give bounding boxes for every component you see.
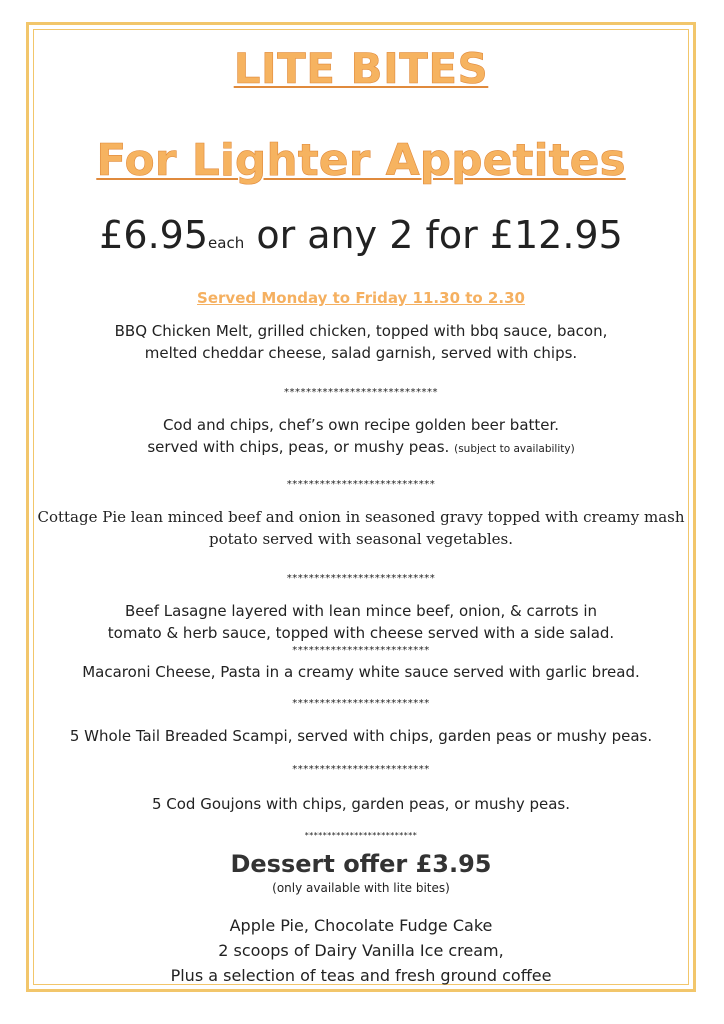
price-each: each — [208, 234, 245, 252]
dessert-note: (only available with lite bites) — [272, 881, 450, 895]
menu-item-line: Cottage Pie lean minced beef and onion in seasoned gravy topped with creamy mash — [37, 508, 685, 526]
price-line — [36, 210, 686, 268]
menu-item-line: Beef Lasagne layered with lean mince beef, onion, & carrots in — [124, 602, 597, 620]
separator: ************************* — [292, 698, 430, 709]
menu-item-text: served with chips, peas, or mushy peas. — [147, 438, 450, 456]
separator: ************************* — [292, 645, 430, 656]
menu-item-line: BBQ Chicken Melt, grilled chicken, topped with bbq sauce, bacon, — [114, 322, 608, 340]
menu-item-cottage-pie — [36, 506, 686, 550]
availability-note: (subject to availability) — [454, 443, 575, 455]
menu-item-line: potato served with seasonal vegetables. — [209, 530, 513, 548]
menu-item-line: tomato & herb sauce, topped with cheese served with a side salad. — [107, 624, 615, 642]
dessert-item: Apple Pie, Chocolate Fudge Cake — [229, 916, 493, 935]
menu-title: LITE BITES — [233, 44, 489, 93]
menu-item-lasagne — [36, 600, 686, 644]
separator: **************************** — [284, 387, 438, 398]
menu-item-macaroni: Macaroni Cheese, Pasta in a creamy white sauce served with garlic bread. — [82, 663, 640, 681]
menu-item-line — [36, 436, 686, 460]
dessert-item: Plus a selection of teas and fresh ground coffee — [170, 966, 552, 985]
menu-item-goujons: 5 Cod Goujons with chips, garden peas, or mushy peas. — [151, 795, 571, 813]
menu-item-scampi: 5 Whole Tail Breaded Scampi, served with chips, garden peas or mushy peas. — [69, 727, 653, 745]
menu-item-line: Cod and chips, chef’s own recipe golden beer batter. — [162, 416, 560, 434]
price-rest: or any 2 for £12.95 — [244, 213, 623, 257]
separator: *************************** — [286, 573, 436, 584]
dessert-title: Dessert offer £3.95 — [230, 850, 492, 878]
menu-content — [36, 32, 686, 988]
separator: ************************* — [292, 764, 430, 775]
menu-item-cod — [36, 414, 686, 460]
separator: *************************** — [286, 479, 436, 490]
price-main: £6.95 — [99, 213, 209, 257]
dessert-item: 2 scoops of Dairy Vanilla Ice cream, — [218, 941, 504, 960]
menu-item-line: melted cheddar cheese, salad garnish, served with chips. — [144, 344, 578, 362]
served-times: Served Monday to Friday 11.30 to 2.30 — [197, 289, 525, 307]
dessert-list — [36, 913, 686, 988]
menu-item-bbq — [36, 320, 686, 364]
separator: ************************* — [304, 831, 418, 840]
menu-subtitle: For Lighter Appetites — [96, 135, 626, 186]
